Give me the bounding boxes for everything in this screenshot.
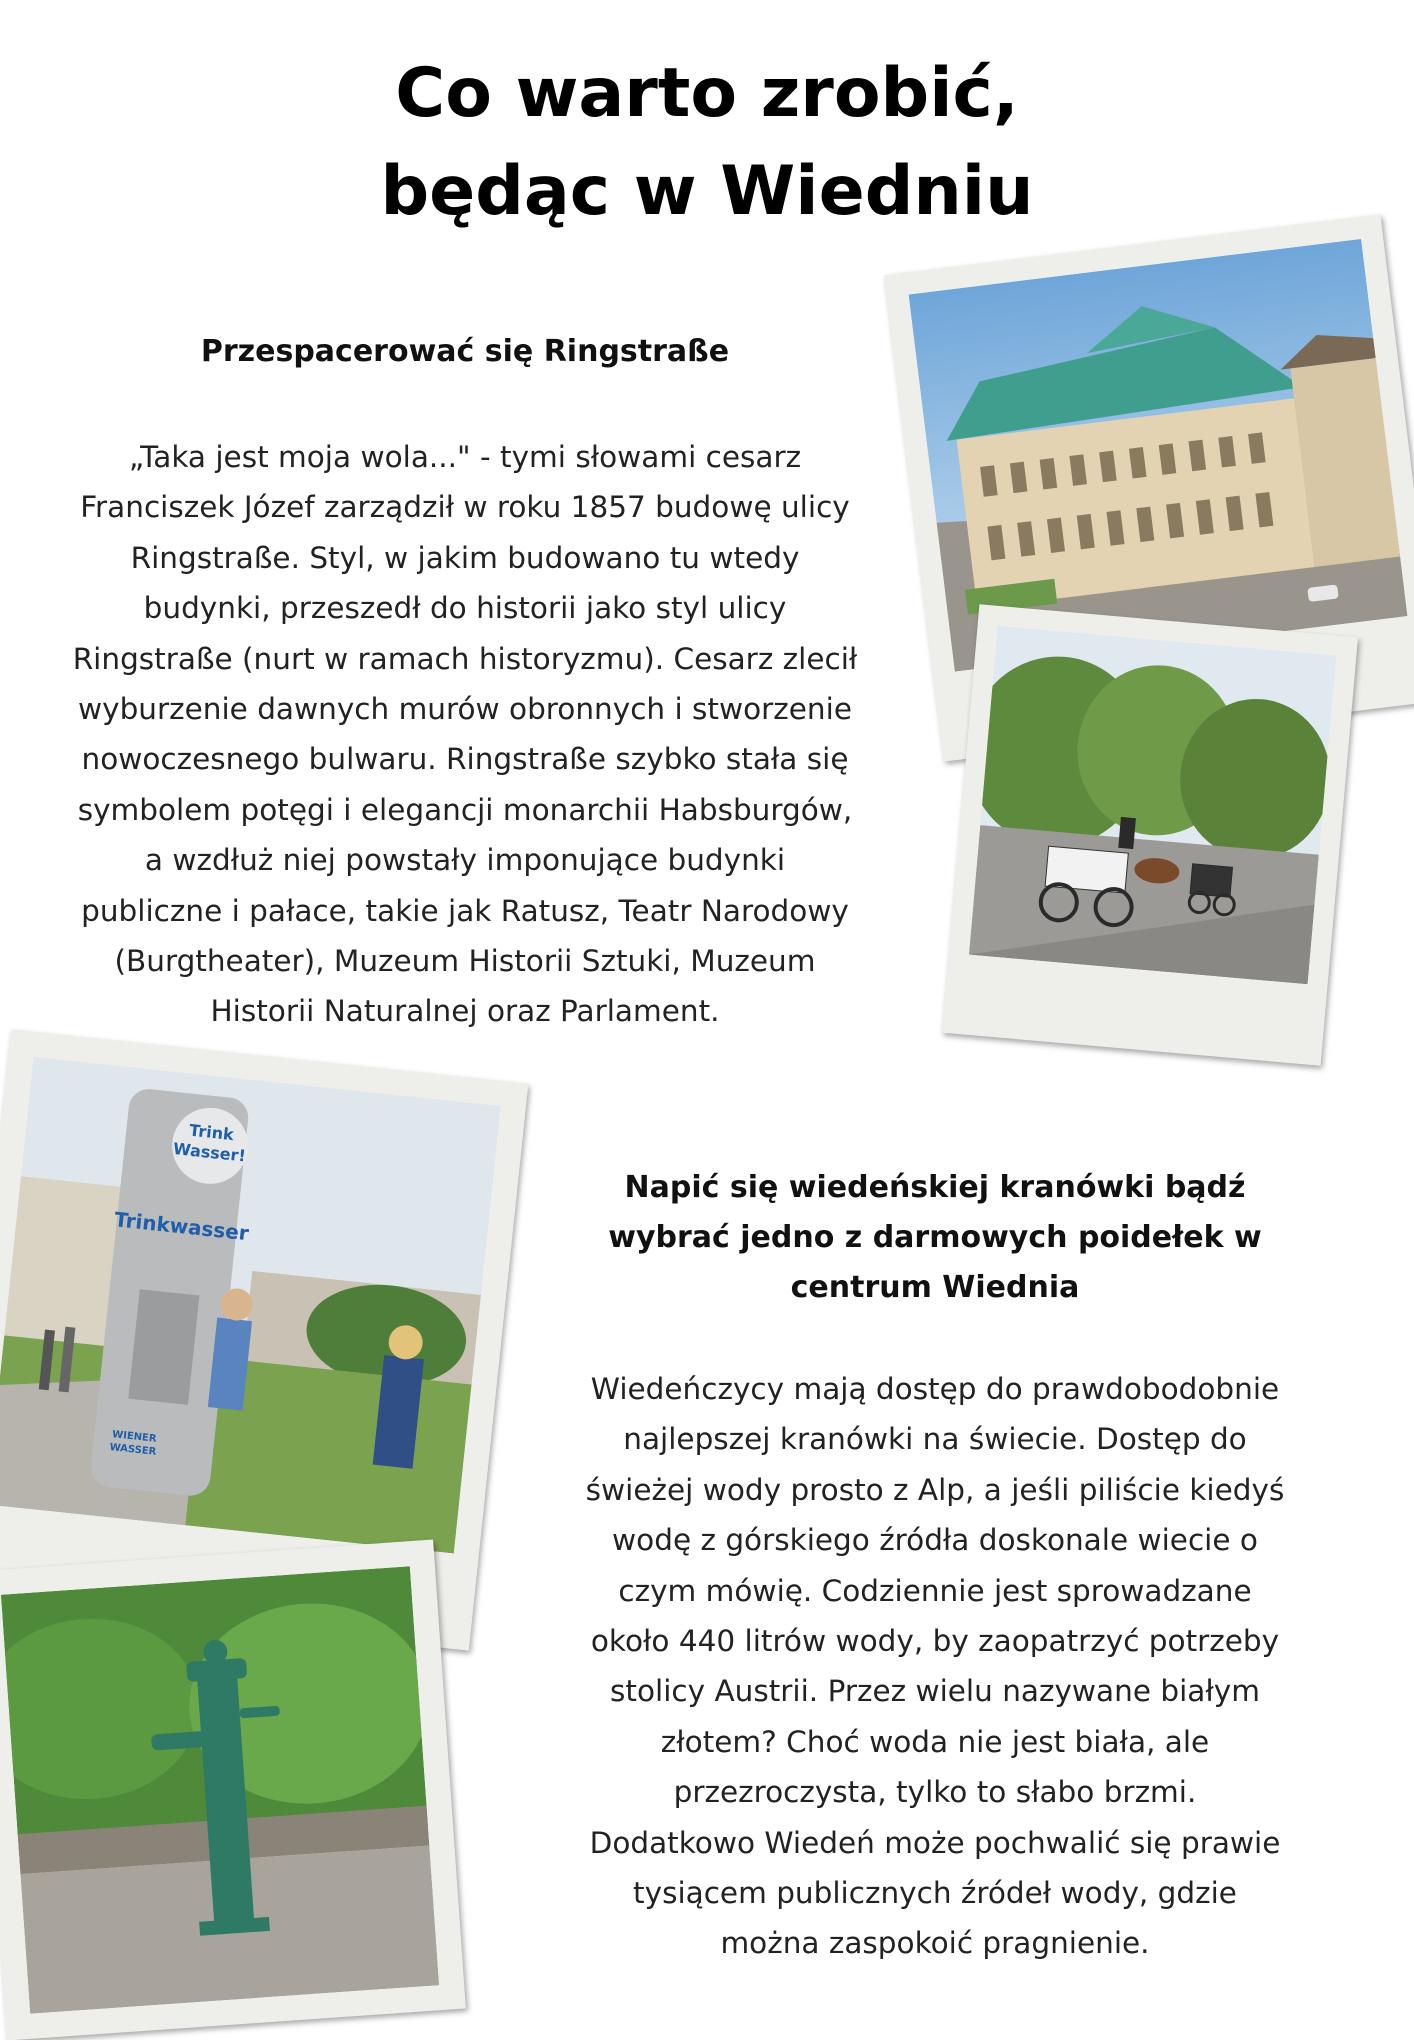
section1-line: „Taka jest moja wola..." - tymi słowami cesarz bbox=[128, 440, 802, 474]
section2-line: stolicy Austrii. Przez wielu nazywane białym bbox=[610, 1674, 1260, 1709]
section2-heading bbox=[530, 1163, 1340, 1313]
section2-line: świeżej wody prosto z Alp, a jeśli piliście kiedyś bbox=[585, 1472, 1285, 1507]
section1-line: symbolem potęgi i elegancji monarchii Habsburgów, bbox=[77, 792, 853, 827]
section1-line: a wzdłuż niej powstały imponujące budynki bbox=[144, 843, 786, 878]
badge-line-2: WASSER bbox=[109, 1441, 157, 1458]
section1-line: (Burgtheater), Muzeum Historii Sztuki, Muzeum bbox=[114, 944, 816, 979]
section2-line: Wiedeńczycy mają dostęp do prawdobodobnie bbox=[590, 1372, 1280, 1406]
sign-line-2: Wasser! bbox=[172, 1139, 247, 1166]
section2-body bbox=[525, 1364, 1345, 1969]
section1-heading: Przespacerować się Ringstraße bbox=[200, 334, 730, 369]
trinkwasser-fountain-photo bbox=[0, 1057, 501, 1554]
section2-line: złotem? Choć woda nie jest biała, ale bbox=[660, 1724, 1210, 1759]
carriage-polaroid bbox=[942, 604, 1358, 1065]
title-line-2: będąc w Wiedniu bbox=[380, 152, 1034, 231]
section1-line: Franciszek Józef zarządził w roku 1857 budowę ulicy bbox=[80, 490, 850, 525]
page-title bbox=[0, 45, 1414, 241]
section2-heading-line: centrum Wiednia bbox=[790, 1270, 1080, 1305]
sign-line-1: Trink bbox=[188, 1120, 235, 1145]
section2-line: najlepszej kranówki na świecie. Dostęp do bbox=[623, 1422, 1247, 1457]
section2-line: przezroczysta, tylko to słabo brzmi. bbox=[673, 1775, 1197, 1810]
section1-line: wyburzenie dawnych murów obronnych i stworzenie bbox=[78, 692, 852, 727]
title-line-1: Co warto zrobić, bbox=[395, 54, 1019, 133]
section1-line: publiczne i pałace, takie jak Ratusz, Teatr Narodowy bbox=[81, 893, 849, 928]
section2-line: około 440 litrów wody, by zaopatrzyć potrzeby bbox=[590, 1624, 1280, 1659]
section2-line: Dodatkowo Wiedeń może pochwalić się prawie bbox=[589, 1825, 1281, 1860]
side-text: Trinkwasser bbox=[113, 1207, 250, 1246]
section1-line: Ringstraße (nurt w ramach historyzmu). Cesarz zlecił bbox=[72, 641, 858, 676]
section1-line: nowoczesnego bulwaru. Ringstraße szybko stała się bbox=[81, 742, 849, 777]
section1-line: budynki, przeszedł do historii jako styl ulicy bbox=[143, 591, 787, 626]
section1-line: Historii Naturalnej oraz Parlament. bbox=[210, 994, 720, 1029]
section2-heading-line: wybrać jedno z darmowych poidełek w bbox=[608, 1220, 1262, 1255]
section2-line: wodę z górskiego źródła doskonale wiecie o bbox=[612, 1523, 1258, 1558]
section1-line: Ringstraße. Styl, w jakim budowano tu wtedy bbox=[130, 540, 800, 575]
section1-body bbox=[20, 432, 910, 1037]
section2-line: można zaspokoić pragnienie. bbox=[720, 1926, 1150, 1961]
section2-line: czym mówię. Codziennie jest sprowadzane bbox=[618, 1573, 1252, 1608]
hydrant-polaroid bbox=[0, 1540, 466, 2040]
section2-heading-line: Napić się wiedeńskiej kranówki bądź bbox=[624, 1170, 1246, 1205]
section2-line: tysiącem publicznych źródeł wody, gdzie bbox=[633, 1876, 1237, 1911]
green-water-pump-photo bbox=[1, 1566, 439, 2014]
horse-carriage-photo bbox=[969, 626, 1336, 984]
badge-line-1: WIENER bbox=[111, 1429, 157, 1445]
